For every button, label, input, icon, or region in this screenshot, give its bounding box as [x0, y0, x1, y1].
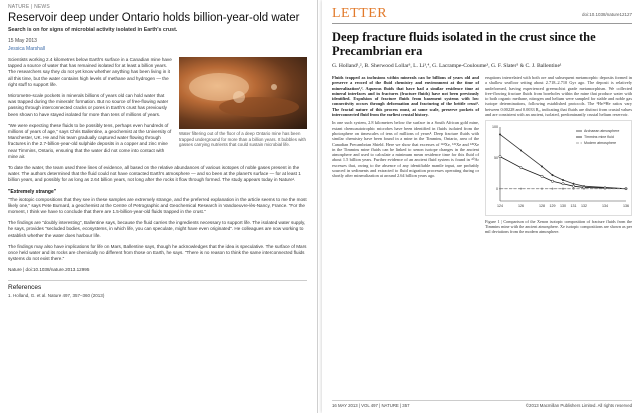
paper-columns	[332, 75, 632, 234]
article-subtitle: Search is on for signs of microbial activity isolated in Earth's crust.	[8, 27, 178, 33]
x-tick-label: 130	[560, 204, 566, 209]
paper-column-left	[332, 75, 479, 234]
article-paragraph: Micrometre-scale pockets in minerals billions of years old can hold water that was trapped during the minerals' formation. But no source of free-flowing water passing through interconnected cracks or pores in Earth's crust has previously been shown to have stayed isolated for more than tens of millions of years.	[8, 93, 169, 117]
article-paragraph: The findings are "doubly interesting", Ballentine says, because the fluid carries the ingredients necessary to support life. The isolated water supply, he says, provides "secluded bodies, ecosystems, in which life, you can speculate, might have even originated". He colleagues are now working to establish whether the water does harbour life.	[8, 220, 306, 238]
breadcrumb[interactable]: NATURE | NEWS	[8, 4, 50, 10]
data-point	[499, 156, 501, 158]
data-point	[562, 183, 564, 185]
x-tick-label: 136	[623, 204, 629, 209]
y-tick-label: 0	[496, 187, 498, 192]
data-point	[573, 183, 575, 185]
paper-footer	[332, 400, 632, 408]
article-citation[interactable]: Nature | doi:10.1038/nature.2013.12995	[8, 267, 90, 273]
data-point	[541, 176, 543, 178]
reference-item[interactable]: 1. Holland, G. et al. Nature 497, 357–360 (2013)	[8, 292, 105, 298]
article-paragraph: The findings may also have implications for life on Mars, Ballentine says, though he acknowledges that the idea is speculative. The surface of Mars once held water and its rocks are chemically no different from those on Earth, he says. "There is no reason to think the same interconnected fluids systems do not exist there."	[8, 243, 307, 262]
data-point	[625, 188, 627, 190]
footer-issue: 16 MAY 2013 | VOL 497 | NATURE | 357	[332, 403, 410, 408]
data-point	[551, 180, 553, 182]
data-point	[573, 188, 575, 190]
figure-1-caption: Figure 1 | Comparison of the Xenon isotopic composition of fracture fluids from the Timmins mine with the ancient atmosphere. Xe isotopic compositions are shown as per mil deviations from the modern atmosphere.	[485, 218, 632, 235]
article-paragraph: "The isotopic compositions that they see in these samples are extremely strange, and the preferred explanation in the article seems to me the most likely one," says Pete Burnard, a geochemist at the Centre of Petrographic and Geochemical Research in Vandoeuvre-lès-Nancy, France. "For the moment, I think we have to conclude that there are 1.5-billion-year-old fluids trapped in the crust."	[8, 196, 307, 215]
letter-header	[332, 6, 632, 24]
data-point	[604, 188, 606, 190]
data-point	[541, 188, 543, 190]
article-paragraph: "We were expecting these fluids to be possibly tens, perhaps even hundreds of millions of years of age," says Chris Ballentine, a geochemist at the University of Manchester, UK. He and his team gradually captured water flowing through fractures in the 2.7-billion-year-old sulphide deposits in a copper and zinc mine near Timmins, Ontario, ensuring that the water did not come into contact with mine air.	[8, 122, 172, 159]
figure-1-chart	[485, 120, 632, 215]
references-heading: References	[8, 280, 307, 291]
news-article-page	[0, 0, 318, 413]
y-tick-label: 50	[494, 156, 498, 161]
mine-water-photo[interactable]	[179, 57, 307, 129]
x-tick-label: 134	[602, 204, 608, 209]
paper-abstract: Fluids trapped as inclusions within minerals can be billions of years old and preserve a record of the fluid chemistry and environment at the time of mineralization¹,². Aqueous fluids that have had a similar residence time at mineral interfaces and in fractures (fracture fluids) have not been previously identified. Expulsion of fracture fluids from basement systems with low connectivity occurs through deformation and fracturing of the brittle crust³. The fractal nature of this process must, at some scale, preserve pockets of interconnected fluid from the earliest crustal history.	[332, 75, 479, 118]
x-tick-label: 124	[497, 204, 503, 209]
data-point	[572, 185, 574, 187]
paper-authors: G. Holland¹,², B. Sherwood Lollar³, L. Li³,⁴, G. Lacrampe-Couloume³, G. F. Slater⁵ & C. J. Ballentine¹	[332, 63, 562, 69]
x-tick-label: 126	[518, 204, 524, 209]
legend-label: Archaean atmosphere	[584, 129, 620, 134]
legend-label: Modern atmosphere	[584, 141, 617, 146]
legend-label: Timmins mine fluid	[584, 135, 614, 140]
data-point	[499, 134, 501, 136]
paper-column-right	[485, 75, 632, 234]
data-point	[541, 166, 543, 168]
section-heading: "Extremely strange"	[8, 188, 57, 195]
data-point	[562, 180, 564, 182]
article-paragraph: To date the water, the team used three lines of evidence, all based on the relative abundances of various isotopes of noble gases present in the water. The authors determined that the fluid could not have contacted Earth's atmosphere — and so been at the planet's surface — for at least 1 billion years, and possibly for as long as 2.64 billion years, not long after the rocks it flow through formed. The study appears today in Nature¹.	[8, 165, 301, 183]
letter-paper-page	[322, 0, 640, 413]
data-point	[552, 188, 554, 190]
x-tick-label: 131	[570, 204, 577, 209]
photo-illustration	[179, 57, 307, 129]
data-point	[499, 188, 501, 190]
x-tick-label: 128	[539, 204, 545, 209]
article-title: Reservoir deep under Ontario holds billion-year-old water	[8, 12, 300, 24]
paper-title: Deep fracture fluids isolated in the crust since the Precambrian era	[332, 30, 596, 58]
article-author[interactable]: Jessica Marshall	[8, 46, 45, 52]
figure-caption: Water filtering out of the floor of a deep Ontario mine has been trapped underground for more than a billion years. It bubbles with gasses carrying nutrients that could sustain microbial life.	[179, 131, 306, 148]
footer-copyright: ©2013 Macmillan Publishers Limited. All rights reserved	[525, 403, 632, 408]
article-paragraph: Scientists working 2.4 kilometres below Earth's surface in a Canadian mine have tapped a source of water that has remained isolated for at least a billion years. The researchers say they do not yet know whether anything has been living in it all this time, but the water contains high levels of methane and hydrogen — the right stuff to support life.	[8, 57, 172, 87]
data-point	[562, 188, 564, 190]
y-tick-label: 100	[492, 125, 498, 130]
xenon-chart-svg	[486, 121, 630, 213]
page-fade	[0, 401, 317, 413]
x-tick-label: 129	[549, 204, 556, 209]
data-point	[520, 167, 522, 169]
article-figure	[179, 57, 307, 148]
letter-label: LETTER	[332, 6, 388, 21]
paper-paragraph: eruptions interrelated with both ore and subsequent metamorphic deposits formed in a shallow seafloor setting about 2.718–2.710 Gyr ago. The deposit is relatively undeformed, having experienced greenschist grade metamorphism. We collected free-flowing fracture fluids from boreholes within the mine that produce water with to both organic methane, nitrogen and helium were sampled for stable and noble gas isotope determinations, following established protocols. The ³He/⁴He ratios vary between 0.00228 and 0.0033 Rₐ, indicating that fluids are distinct from crustal values and are consistent with an ancient, isolated, predominantly crustal helium reservoir.	[485, 75, 632, 118]
data-point	[583, 188, 585, 190]
data-point	[520, 150, 522, 152]
x-tick-label: 132	[581, 204, 587, 209]
data-point	[552, 175, 554, 177]
paper-paragraph: In one such system, 2.8 kilometres below the surface in a South African gold mine, extant chemoautotrophic microbes have been identified in fluids isolated from the photosphere on timescales of tens of millions of years⁴. Deep fracture fluids with similar chemistry have been found in a mine in the Timmins, Ontario, area of the Canadian Precambrian Shield. Here we show that excesses of ¹²⁴Xe, ¹²⁶Xe and ¹²⁸Xe in the Timmins mine fluids can be linked to xenon isotope changes in the ancient atmosphere and used to calculate a minimum mean residence time for this fluid of about 1.5 billion years. Further evidence of an ancient fluid system is found in ⁴⁰Ar excesses that, owing to the absence of any identifiable mantle input, are probably sourced in sediments and extracted to fluid migration processes operating during or shortly after mineralization at around 2.64 billion years ago.	[332, 120, 479, 179]
doi-label[interactable]: doi:10.1038/nature12127	[581, 11, 632, 17]
article-date: 15 May 2013	[8, 38, 37, 44]
data-point	[520, 188, 522, 190]
